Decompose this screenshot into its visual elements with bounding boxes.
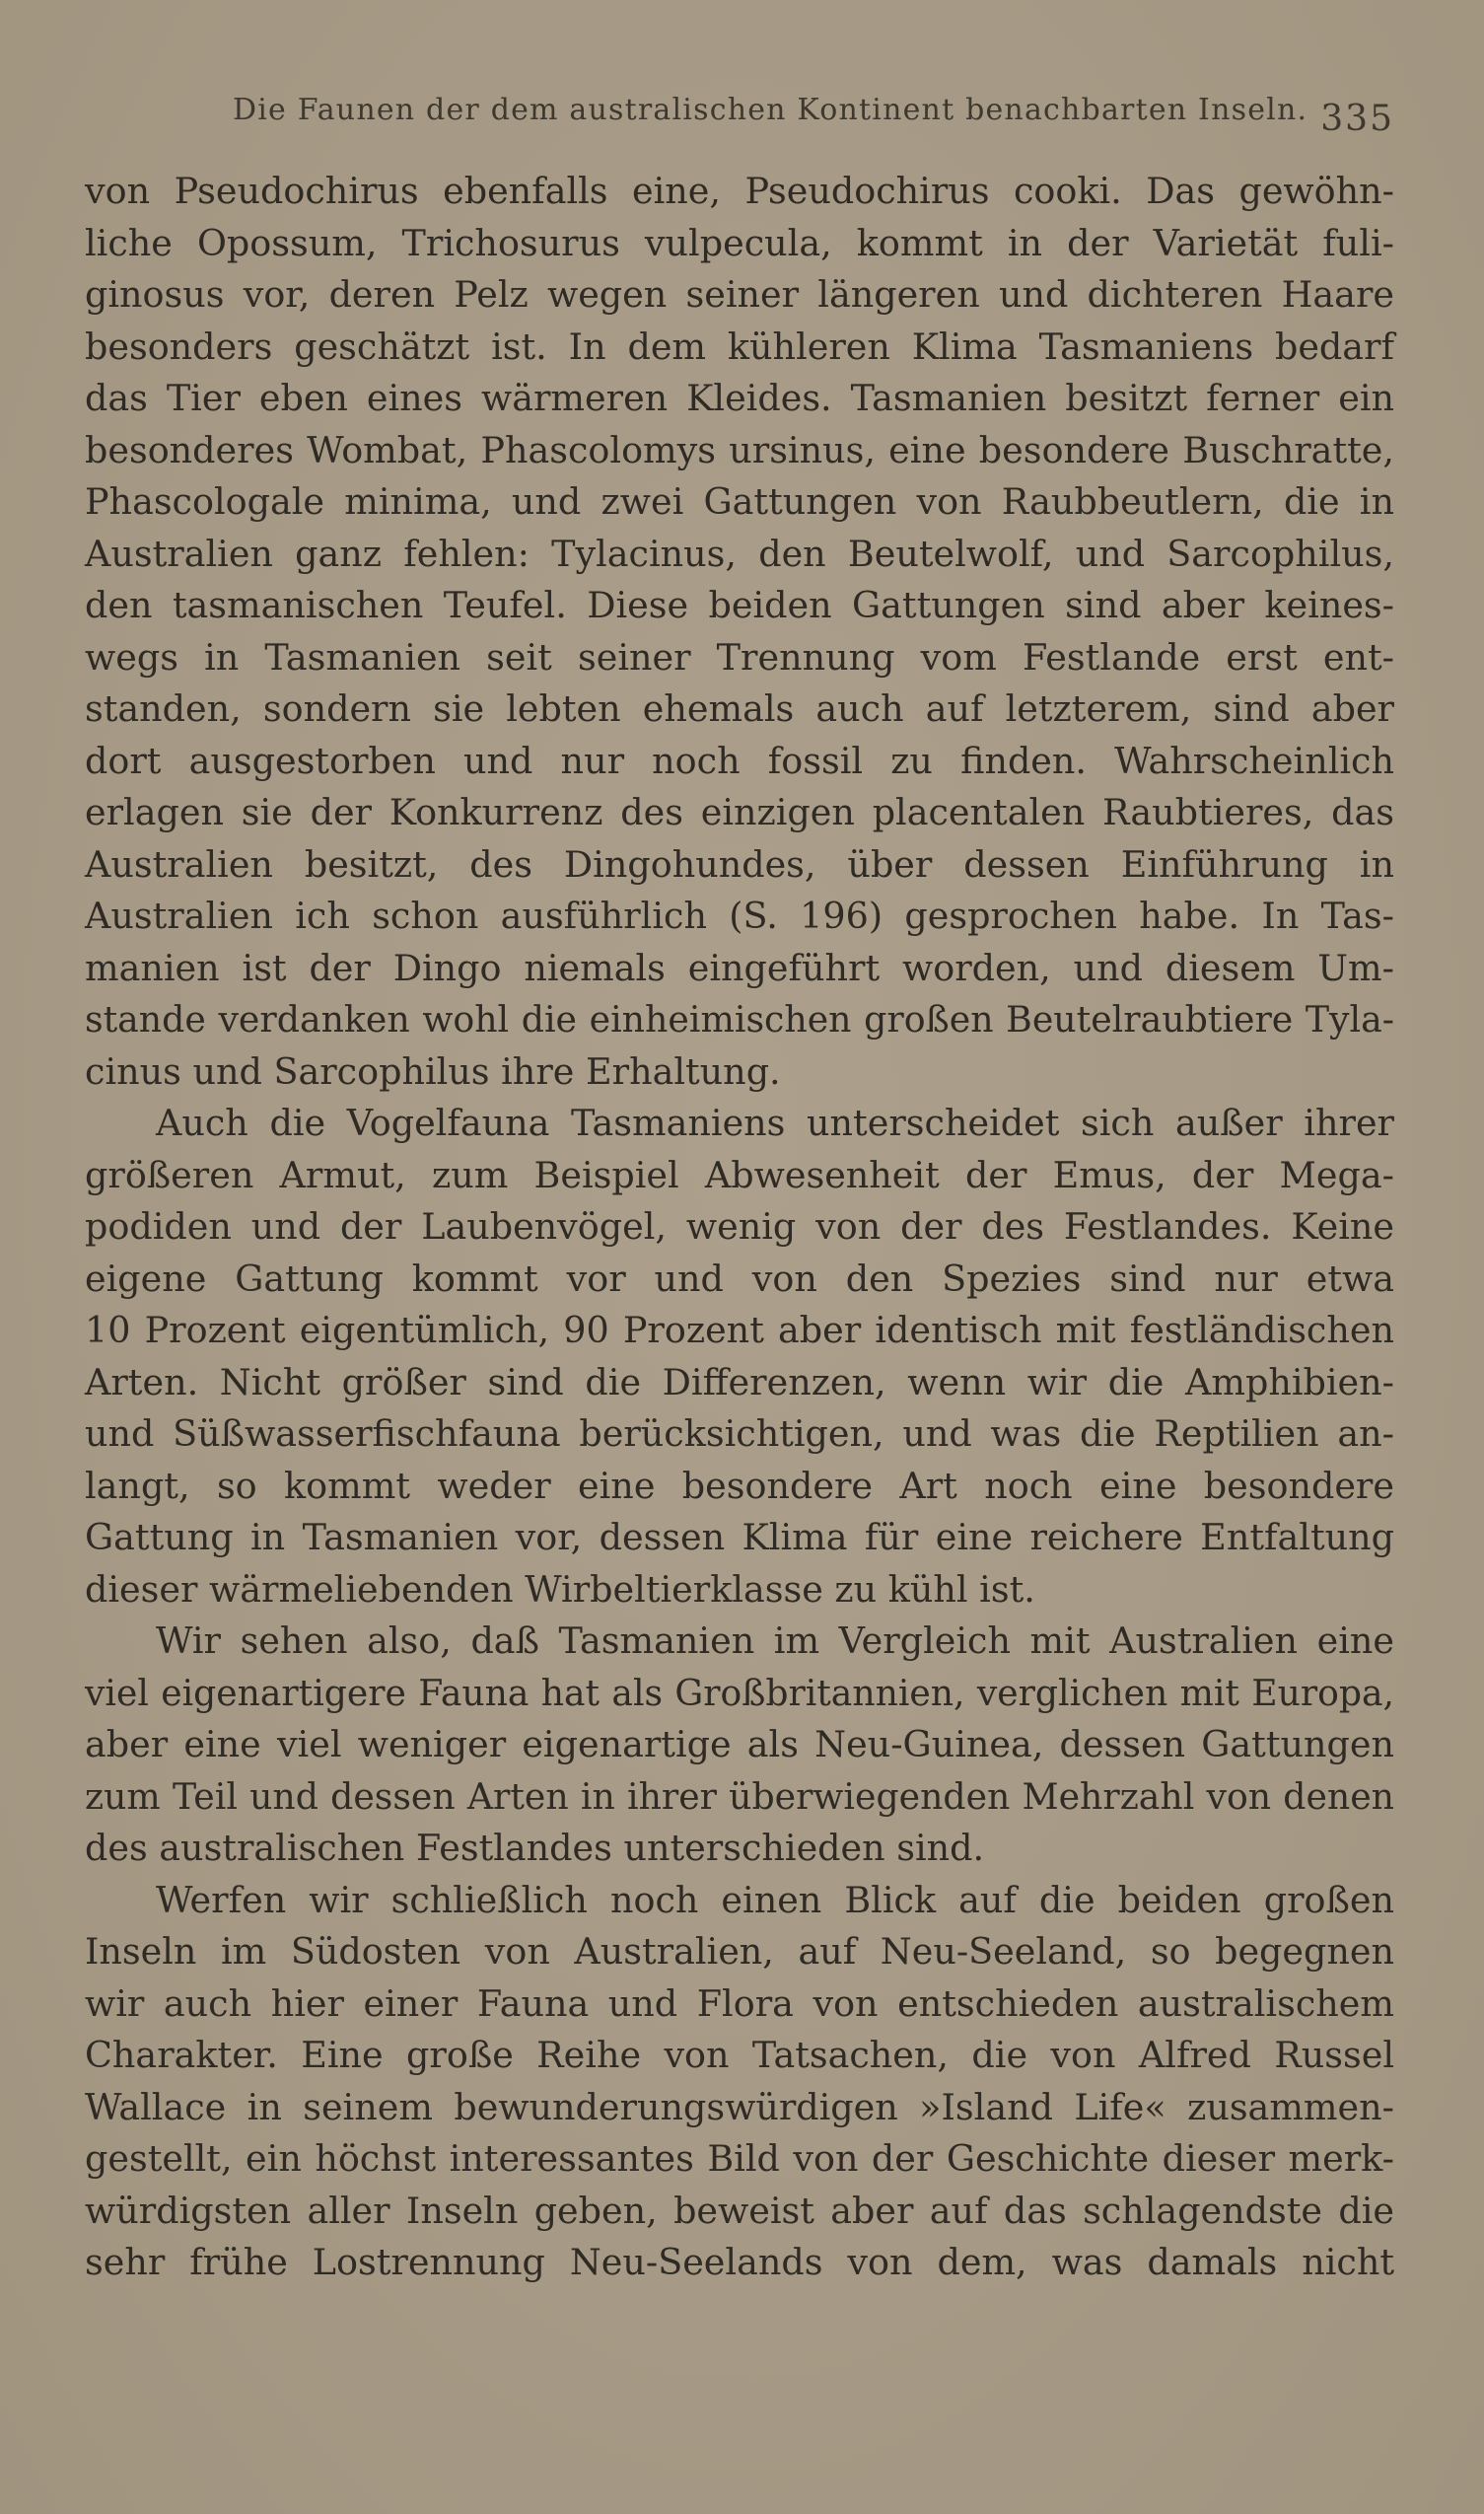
paragraph [85, 1098, 1394, 1616]
text-line: Charakter. Eine große Reihe von Tatsachen, die von Alfred Russel [85, 2034, 1394, 2076]
text-line: Inseln im Südosten von Australien, auf Neu-Seeland, so begegnen [85, 1930, 1394, 1973]
text-line: wegs in Tasmanien seit seiner Trennung vom Festlande erst ent- [85, 635, 1394, 679]
running-header [85, 85, 1394, 144]
text-line: Wallace in seinem bewunderungswürdigen »Island Life« zusammen- [85, 2085, 1394, 2128]
text-line: erlagen sie der Konkurrenz des einzigen placentalen Raubtieres, das [85, 791, 1394, 833]
text-line: von Pseudochirus ebenfalls eine, Pseudochirus cooki. Das gewöhn- [85, 170, 1394, 212]
text-line: langt, so kommt weder eine besondere Art noch eine besondere [85, 1464, 1394, 1507]
text-line: dort ausgestorben und nur noch fossil zu finden. Wahrscheinlich [85, 739, 1394, 782]
text-line: 10 Prozent eigentümlich, 90 Prozent aber identisch mit festländischen [85, 1309, 1394, 1351]
page-number: 335 [1320, 99, 1394, 139]
text-line: eigene Gattung kommt vor und von den Spezies sind nur etwa [85, 1257, 1394, 1300]
paragraph [85, 1616, 1394, 1875]
text-line: größeren Armut, zum Beispiel Abwesenheit der Emus, der Mega- [85, 1153, 1394, 1196]
paragraph [85, 1875, 1394, 2289]
text-line: Werfen wir schließlich noch einen Blick auf die beiden großen [156, 1878, 1394, 1921]
text-line: Arten. Nicht größer sind die Differenzen, wenn wir die Amphibien- [85, 1360, 1394, 1403]
body-text [85, 166, 1394, 2289]
text-line: besonderes Wombat, Phascolomys ursinus, eine besondere Buschratte, [85, 428, 1394, 471]
text-line: aber eine viel weniger eigenartige als Neu-Guinea, dessen Gattungen [85, 1723, 1394, 1765]
text-line: dieser wärmeliebenden Wirbeltierklasse zu kühl ist. [85, 1567, 1035, 1611]
text-line: Australien ganz fehlen: Tylacinus, den Beutelwolf, und Sarcophilus, [85, 532, 1394, 575]
text-line: Australien ich schon ausführlich (S. 196) gesprochen habe. In Tas- [85, 895, 1394, 937]
text-line: Australien besitzt, des Dingohundes, über dessen Einführung in [85, 842, 1394, 886]
text-line: liche Opossum, Trichosurus vulpecula, kommt in der Varietät fuli- [85, 221, 1394, 264]
text-line: und Süßwasserfischfauna berücksichtigen, und was die Reptilien an- [85, 1412, 1394, 1455]
text-line: manien ist der Dingo niemals eingeführt worden, und diesem Um- [85, 946, 1394, 989]
text-line: podiden und der Laubenvögel, wenig von der des Festlandes. Keine [85, 1205, 1394, 1248]
text-line: besonders geschätzt ist. In dem kühleren Klima Tasmaniens bedarf [85, 324, 1394, 368]
text-line: Gattung in Tasmanien vor, dessen Klima für eine reichere Entfaltung [85, 1516, 1394, 1558]
text-line: sehr frühe Lostrennung Neu-Seelands von dem, was damals nicht [85, 2241, 1394, 2283]
text-line: wir auch hier einer Fauna und Flora von entschieden australischem [85, 1981, 1394, 2025]
text-line: Phascologale minima, und zwei Gattungen von Raubbeutlern, die in [85, 480, 1394, 523]
text-line: cinus und Sarcophilus ihre Erhaltung. [85, 1049, 781, 1093]
text-line: Auch die Vogelfauna Tasmaniens unterscheidet sich außer ihrer [156, 1102, 1394, 1144]
text-line: standen, sondern sie lebten ehemals auch auf letzterem, sind aber [85, 687, 1394, 730]
text-line: zum Teil und dessen Arten in ihrer überwiegenden Mehrzahl von denen [85, 1774, 1394, 1818]
text-line: des australischen Festlandes unterschieden sind. [85, 1827, 985, 1869]
paragraph [85, 166, 1394, 1098]
text-line: Wir sehen also, daß Tasmanien im Vergleich mit Australien eine [156, 1619, 1394, 1662]
text-line: ginosus vor, deren Pelz wegen seiner längeren und dichteren Haare [85, 273, 1394, 316]
text-line: das Tier eben eines wärmeren Kleides. Tasmanien besitzt ferner ein [85, 377, 1394, 419]
text-line: gestellt, ein höchst interessantes Bild von der Geschichte dieser merk- [85, 2137, 1394, 2180]
text-line: würdigsten aller Inseln geben, beweist aber auf das schlagendste die [85, 2189, 1394, 2232]
text-line: den tasmanischen Teufel. Diese beiden Gattungen sind aber keines- [85, 584, 1394, 626]
text-line: viel eigenartigere Fauna hat als Großbritannien, verglichen mit Europa, [85, 1671, 1394, 1714]
running-title: Die Faunen der dem australischen Kontinent benachbarten Inseln. [233, 93, 1308, 127]
text-line: stande verdanken wohl die einheimischen großen Beutelraubtiere Tyla- [85, 998, 1394, 1041]
